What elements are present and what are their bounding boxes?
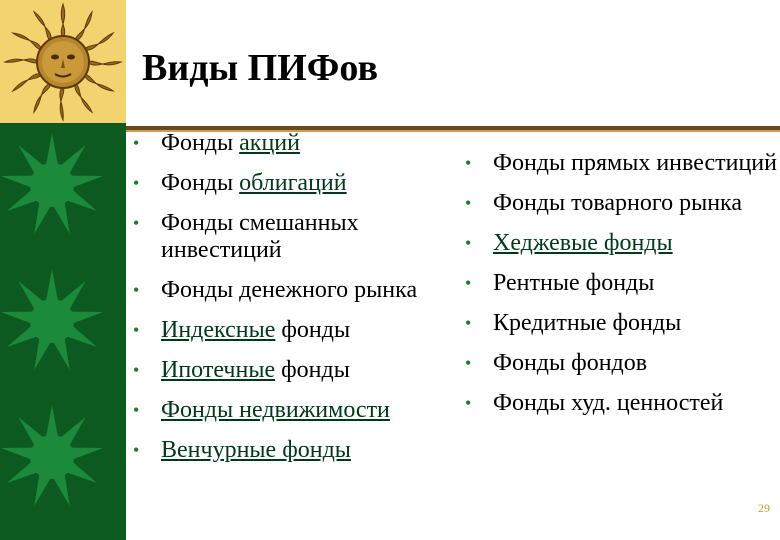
fund-label: фонды [275,317,351,343]
bullet-icon: • [133,360,140,380]
page-number: 29 [758,501,770,515]
list-item [133,357,441,384]
list-item [133,170,441,197]
star-pattern-3 [0,395,126,531]
bullet-icon: • [133,280,140,300]
bullet-icon: • [133,213,140,233]
fund-link[interactable]: Фонды недвижимости [161,397,390,423]
bullet-icon: • [465,153,472,173]
fund-label: Фонды прямых инвестиций [493,150,777,176]
left-fund-list [133,130,441,477]
page-title: Виды ПИФов [142,47,378,89]
list-item [465,150,778,177]
list-item [465,310,778,337]
fund-label: фонды [275,357,350,383]
sun-logo [0,0,126,123]
fund-link[interactable]: Хеджевые фонды [493,230,673,256]
bullet-icon: • [133,440,140,460]
bullet-icon: • [465,193,472,213]
fund-label: Фонды денежного рынка [161,277,418,303]
list-item [465,190,778,217]
fund-label: Фонды смешанных инвестиций [161,210,359,263]
fund-label: Фонды худ. ценностей [493,390,724,416]
bullet-icon: • [133,133,140,153]
list-item [133,277,441,304]
star-pattern-2 [0,259,126,395]
list-item [465,270,778,297]
list-item [133,397,441,424]
fund-label: Фонды [161,170,240,196]
fund-link[interactable]: акций [239,130,300,156]
fund-link[interactable]: облигаций [239,170,347,196]
fund-label: Кредитные фонды [493,310,682,336]
fund-label: Фонды [161,130,240,156]
list-item [133,210,441,264]
bullet-icon: • [133,173,140,193]
list-item [465,230,778,257]
bullet-icon: • [465,273,472,293]
sun-face-icon [0,0,126,123]
fund-label: Фонды товарного рынка [493,190,742,216]
list-item [465,390,778,417]
list-item [133,437,441,464]
bullet-icon: • [465,353,472,373]
bullet-icon: • [133,400,140,420]
bullet-icon: • [133,320,140,340]
fund-link[interactable]: Венчурные фонды [161,437,351,463]
bullet-icon: • [465,233,472,253]
fund-label: Фонды фондов [493,350,648,376]
sidebar-decoration [0,0,126,540]
list-item [465,350,778,377]
fund-label: Рентные фонды [493,270,655,296]
list-item [133,317,441,344]
list-item [133,130,441,157]
right-fund-list [465,150,778,430]
star-pattern-1 [0,123,126,259]
bullet-icon: • [465,393,472,413]
fund-link[interactable]: Индексные [161,317,276,343]
bullet-icon: • [465,313,472,333]
fund-link[interactable]: Ипотечные [161,357,276,383]
